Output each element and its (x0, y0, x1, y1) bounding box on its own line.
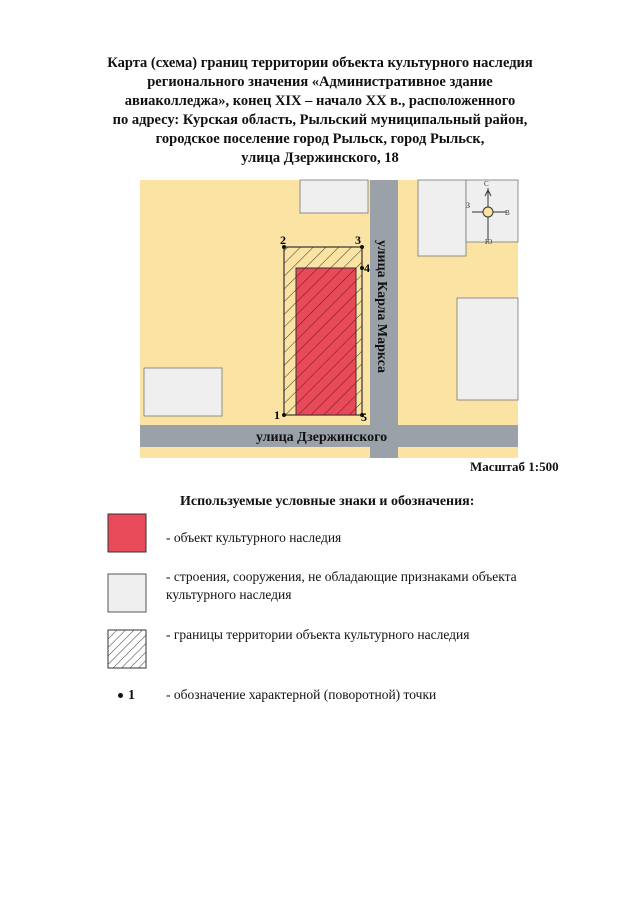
title-line: городское поселение город Рыльск, город Рыльск, (155, 131, 485, 147)
compass-west: З (466, 201, 471, 210)
legend-text: - объект культурного наследия (166, 530, 342, 545)
point-dot-icon (118, 693, 123, 698)
title-line: по адресу: Курская область, Рыльский муниципальный район, (112, 112, 528, 128)
legend-point-symbol (118, 688, 135, 704)
legend-item-building (166, 568, 517, 604)
title-line: улица Дзержинского, 18 (241, 150, 399, 166)
legend-title: Используемые условные знаки и обозначения: (180, 494, 475, 509)
compass-south: Ю (485, 238, 493, 246)
legend-heritage-swatch (108, 514, 146, 552)
scale-label: Масштаб 1:500 (470, 459, 559, 474)
point-label-2: 2 (280, 233, 286, 247)
compass-east: В (505, 209, 510, 217)
point-label-4: 4 (364, 261, 370, 275)
street-label-vertical: улица Карла Маркса (374, 240, 389, 373)
legend-item-boundary (166, 626, 470, 644)
point-label-5: 5 (361, 410, 367, 424)
building (418, 180, 466, 256)
legend-text: - строения, сооружения, не обладающие признаками объекта (166, 569, 517, 584)
legend-text: - границы территории объекта культурного наследия (166, 627, 470, 642)
legend-boundary-swatch (108, 630, 146, 668)
legend-item-point (166, 686, 436, 704)
point-label-3: 3 (355, 233, 361, 247)
building (300, 180, 368, 213)
building (457, 298, 518, 400)
heritage-object-hatch (296, 268, 356, 415)
title-line: Карта (схема) границ территории объекта культурного наследия (107, 55, 533, 71)
legend-building-swatch (108, 574, 146, 612)
street-label-horizontal: улица Дзержинского (256, 430, 388, 445)
title-line: авиаколледжа», конец XIX – начало XX в., расположенного (124, 93, 516, 109)
legend-item-heritage (166, 529, 341, 547)
compass-north: С (484, 180, 489, 188)
title-line: регионального значения «Административное здание (147, 74, 493, 90)
legend-text: культурного наследия (166, 587, 292, 602)
legend-point-number: 1 (128, 688, 135, 703)
point-marker (282, 413, 286, 417)
legend-text: - обозначение характерной (поворотной) точки (166, 687, 437, 702)
point-label-1: 1 (274, 408, 280, 422)
building (144, 368, 222, 416)
